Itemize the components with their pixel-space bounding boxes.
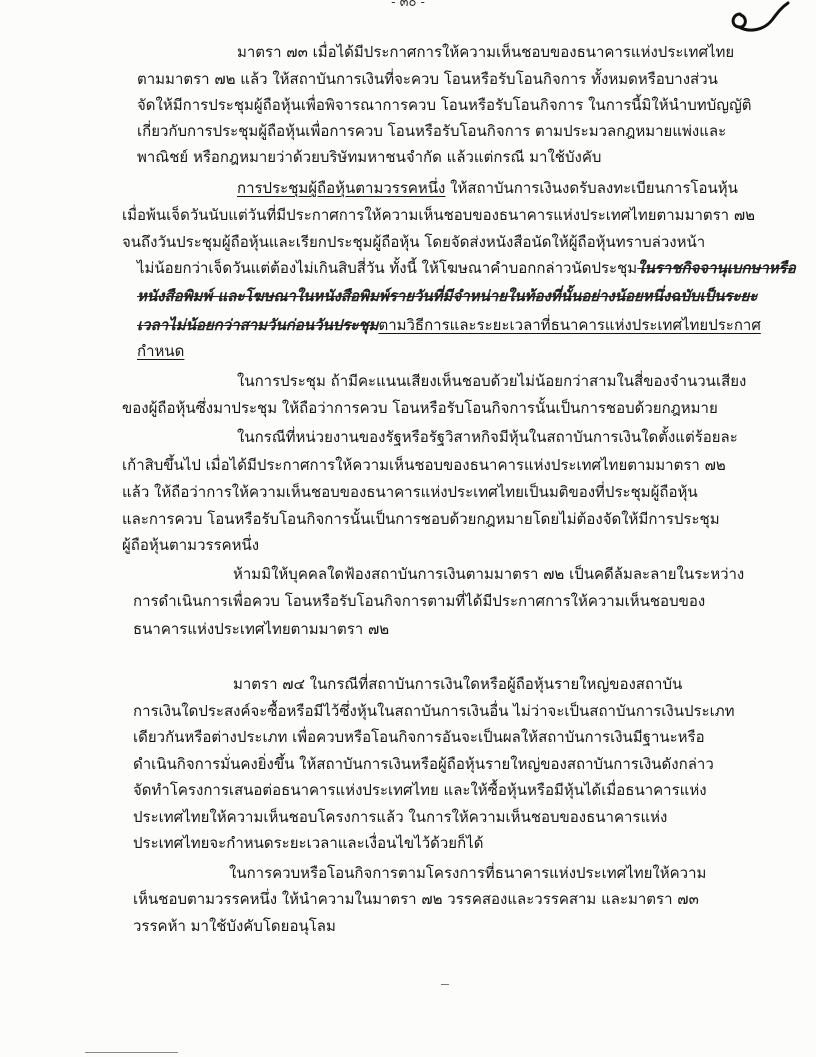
text-line: ประเทศไทยจะกำหนดระยะเวลาและเงื่อนไขไว้ด้วยก็ได้ [133, 834, 484, 852]
page-number: - ๓๐ - [391, 0, 425, 10]
line-text: ไม่น้อยกว่าเจ็ดวันแต่ต้องไม่เกินสิบสี่วัน ทั้งนี้ ให้โฆษณาคำบอกกล่าวนัดประชุม [137, 259, 638, 277]
text-line [137, 257, 796, 279]
text-line [137, 285, 757, 307]
text-line: เห็นชอบตามวรรคหนึ่ง ให้นำความในมาตรา ๗๒ วรรคสองและวรรคสาม และมาตรา ๗๓ [133, 890, 699, 908]
text-line: พาณิชย์ หรือกฎหมายว่าด้วยบริษัทมหาชนจำกัด แล้วแต่กรณี มาใช้บังคับ [137, 148, 602, 166]
line-text: ให้สถาบันการเงินงดรับลงทะเบียนการโอนหุ้น [445, 179, 738, 197]
text-line: เกี่ยวกับการประชุมผู้ถือหุ้นเพื่อการควบ โอนหรือรับโอนกิจการ ตามประมวลกฎหมายแพ่งและ [137, 122, 727, 140]
text-line: แล้ว ให้ถือว่าการให้ความเห็นชอบของธนาคารแห่งประเทศไทยเป็นมติของที่ประชุมผู้ถือหุ้น [122, 483, 698, 501]
text-line: ผู้ถือหุ้นตามวรรคหนึ่ง [122, 536, 260, 554]
text-line: และการควบ โอนหรือรับโอนกิจการนั้นเป็นการชอบด้วยกฎหมายโดยไม่ต้องจัดให้มีการประชุม [122, 510, 720, 528]
footnote-rule [85, 1052, 178, 1053]
text-line: ธนาคารแห่งประเทศไทยตามมาตรา ๗๒ [133, 620, 390, 638]
text-line: มาตรา ๗๔ ในกรณีที่สถาบันการเงินใดหรือผู้ถือหุ้นรายใหญ่ของสถาบัน [233, 675, 683, 693]
text-line: จัดทำโครงการเสนอต่อธนาคารแห่งประเทศไทย และให้ซื้อหุ้นหรือมีหุ้นได้เมื่อธนาคารแห่ง [133, 781, 707, 799]
handwritten-mark [726, 0, 792, 42]
underlined-text: การประชุมผู้ถือหุ้นตามวรรคหนึ่ง [237, 179, 446, 197]
text-line: เดียวกันหรือต่างประเภท เพื่อควบหรือโอนกิจการอันจะเป็นผลให้สถาบันการเงินมีฐานะหรือ [133, 728, 705, 746]
struck-text: เวลาไม่น้อยกว่าสามวันก่อนวันประชุม [137, 316, 379, 334]
end-mark [441, 984, 449, 985]
text-line: ประเทศไทยให้ความเห็นชอบโครงการแล้ว ในการให้ความเห็นชอบของธนาคารแห่ง [133, 808, 668, 826]
underlined-text: ตามวิธีการและระยะเวลาที่ธนาคารแห่งประเทศไทยประกาศ [378, 316, 761, 334]
text-line: ในการควบหรือโอนกิจการตามโครงการที่ธนาคารแห่งประเทศไทยให้ความ [229, 864, 707, 882]
text-line: ดำเนินกิจการมั่นคงยิ่งขึ้น ให้สถาบันการเงินหรือผู้ถือหุ้นรายใหญ่ของสถาบันการเงินดังกล่าว [133, 755, 714, 773]
text-line: ตามมาตรา ๗๒ แล้ว ให้สถาบันการเงินที่จะควบ โอนหรือรับโอนกิจการ ทั้งหมดหรือบางส่วน [137, 70, 718, 88]
struck-text: หนังสือพิมพ์ และโฆษณาในหนังสือพิมพ์รายวันที่มีจำหน่ายในท้องที่นั้นอย่างน้อยหนึ่งฉบับเป็นระยะ [137, 287, 758, 305]
text-line [137, 314, 761, 336]
text-line: จัดให้มีการประชุมผู้ถือหุ้นเพื่อพิจารณาการควบ โอนหรือรับโอนกิจการ ในการนี้มิให้นำบทบัญญัติ [137, 96, 752, 114]
text-line: มาตรา ๗๓ เมื่อได้มีประกาศการให้ความเห็นชอบของธนาคารแห่งประเทศไทย [237, 43, 735, 61]
text-line: ของผู้ถือหุ้นซึ่งมาประชุม ให้ถือว่าการควบ โอนหรือรับโอนกิจการนั้นเป็นการชอบด้วยกฎหมาย [122, 399, 718, 417]
text-line: เมื่อพ้นเจ็ดวันนับแต่วันที่มีประกาศการให้ความเห็นชอบของธนาคารแห่งประเทศไทยตามมาตรา ๗๒ [122, 206, 756, 224]
text-line: การเงินใดประสงค์จะซื้อหรือมีไว้ซึ่งหุ้นในสถาบันการเงินอื่น ไม่ว่าจะเป็นสถาบันการเงินประเภท [133, 702, 735, 720]
text-line: เก้าสิบขึ้นไป เมื่อได้มีประกาศการให้ความเห็นชอบของธนาคารแห่งประเทศไทยตามมาตรา ๗๒ [122, 456, 726, 474]
text-line: การดำเนินการเพื่อควบ โอนหรือรับโอนกิจการตามที่ได้มีประกาศการให้ความเห็นชอบของ [133, 592, 706, 610]
struck-text: ในราชกิจจานุเบกษาหรือ [637, 259, 796, 277]
text-line: ห้ามมิให้บุคคลใดฟ้องสถาบันการเงินตามมาตรา ๗๒ เป็นคดีล้มละลายในระหว่าง [233, 565, 745, 583]
underlined-text: กำหนด [137, 342, 185, 360]
text-line: วรรคห้า มาใช้บังคับโดยอนุโลม [133, 917, 336, 935]
text-line [237, 177, 738, 199]
text-line [137, 340, 184, 362]
text-line: ในกรณีที่หน่วยงานของรัฐหรือรัฐวิสาหกิจมีหุ้นในสถาบันการเงินใดตั้งแต่ร้อยละ [237, 428, 738, 446]
text-line: จนถึงวันประชุมผู้ถือหุ้นและเรียกประชุมผู้ถือหุ้น โดยจัดส่งหนังสือนัดให้ผู้ถือหุ้นทราบล่วงหน้า [122, 233, 706, 251]
text-line: ในการประชุม ถ้ามีคะแนนเสียงเห็นชอบด้วยไม่น้อยกว่าสามในสี่ของจำนวนเสียง [237, 372, 747, 390]
